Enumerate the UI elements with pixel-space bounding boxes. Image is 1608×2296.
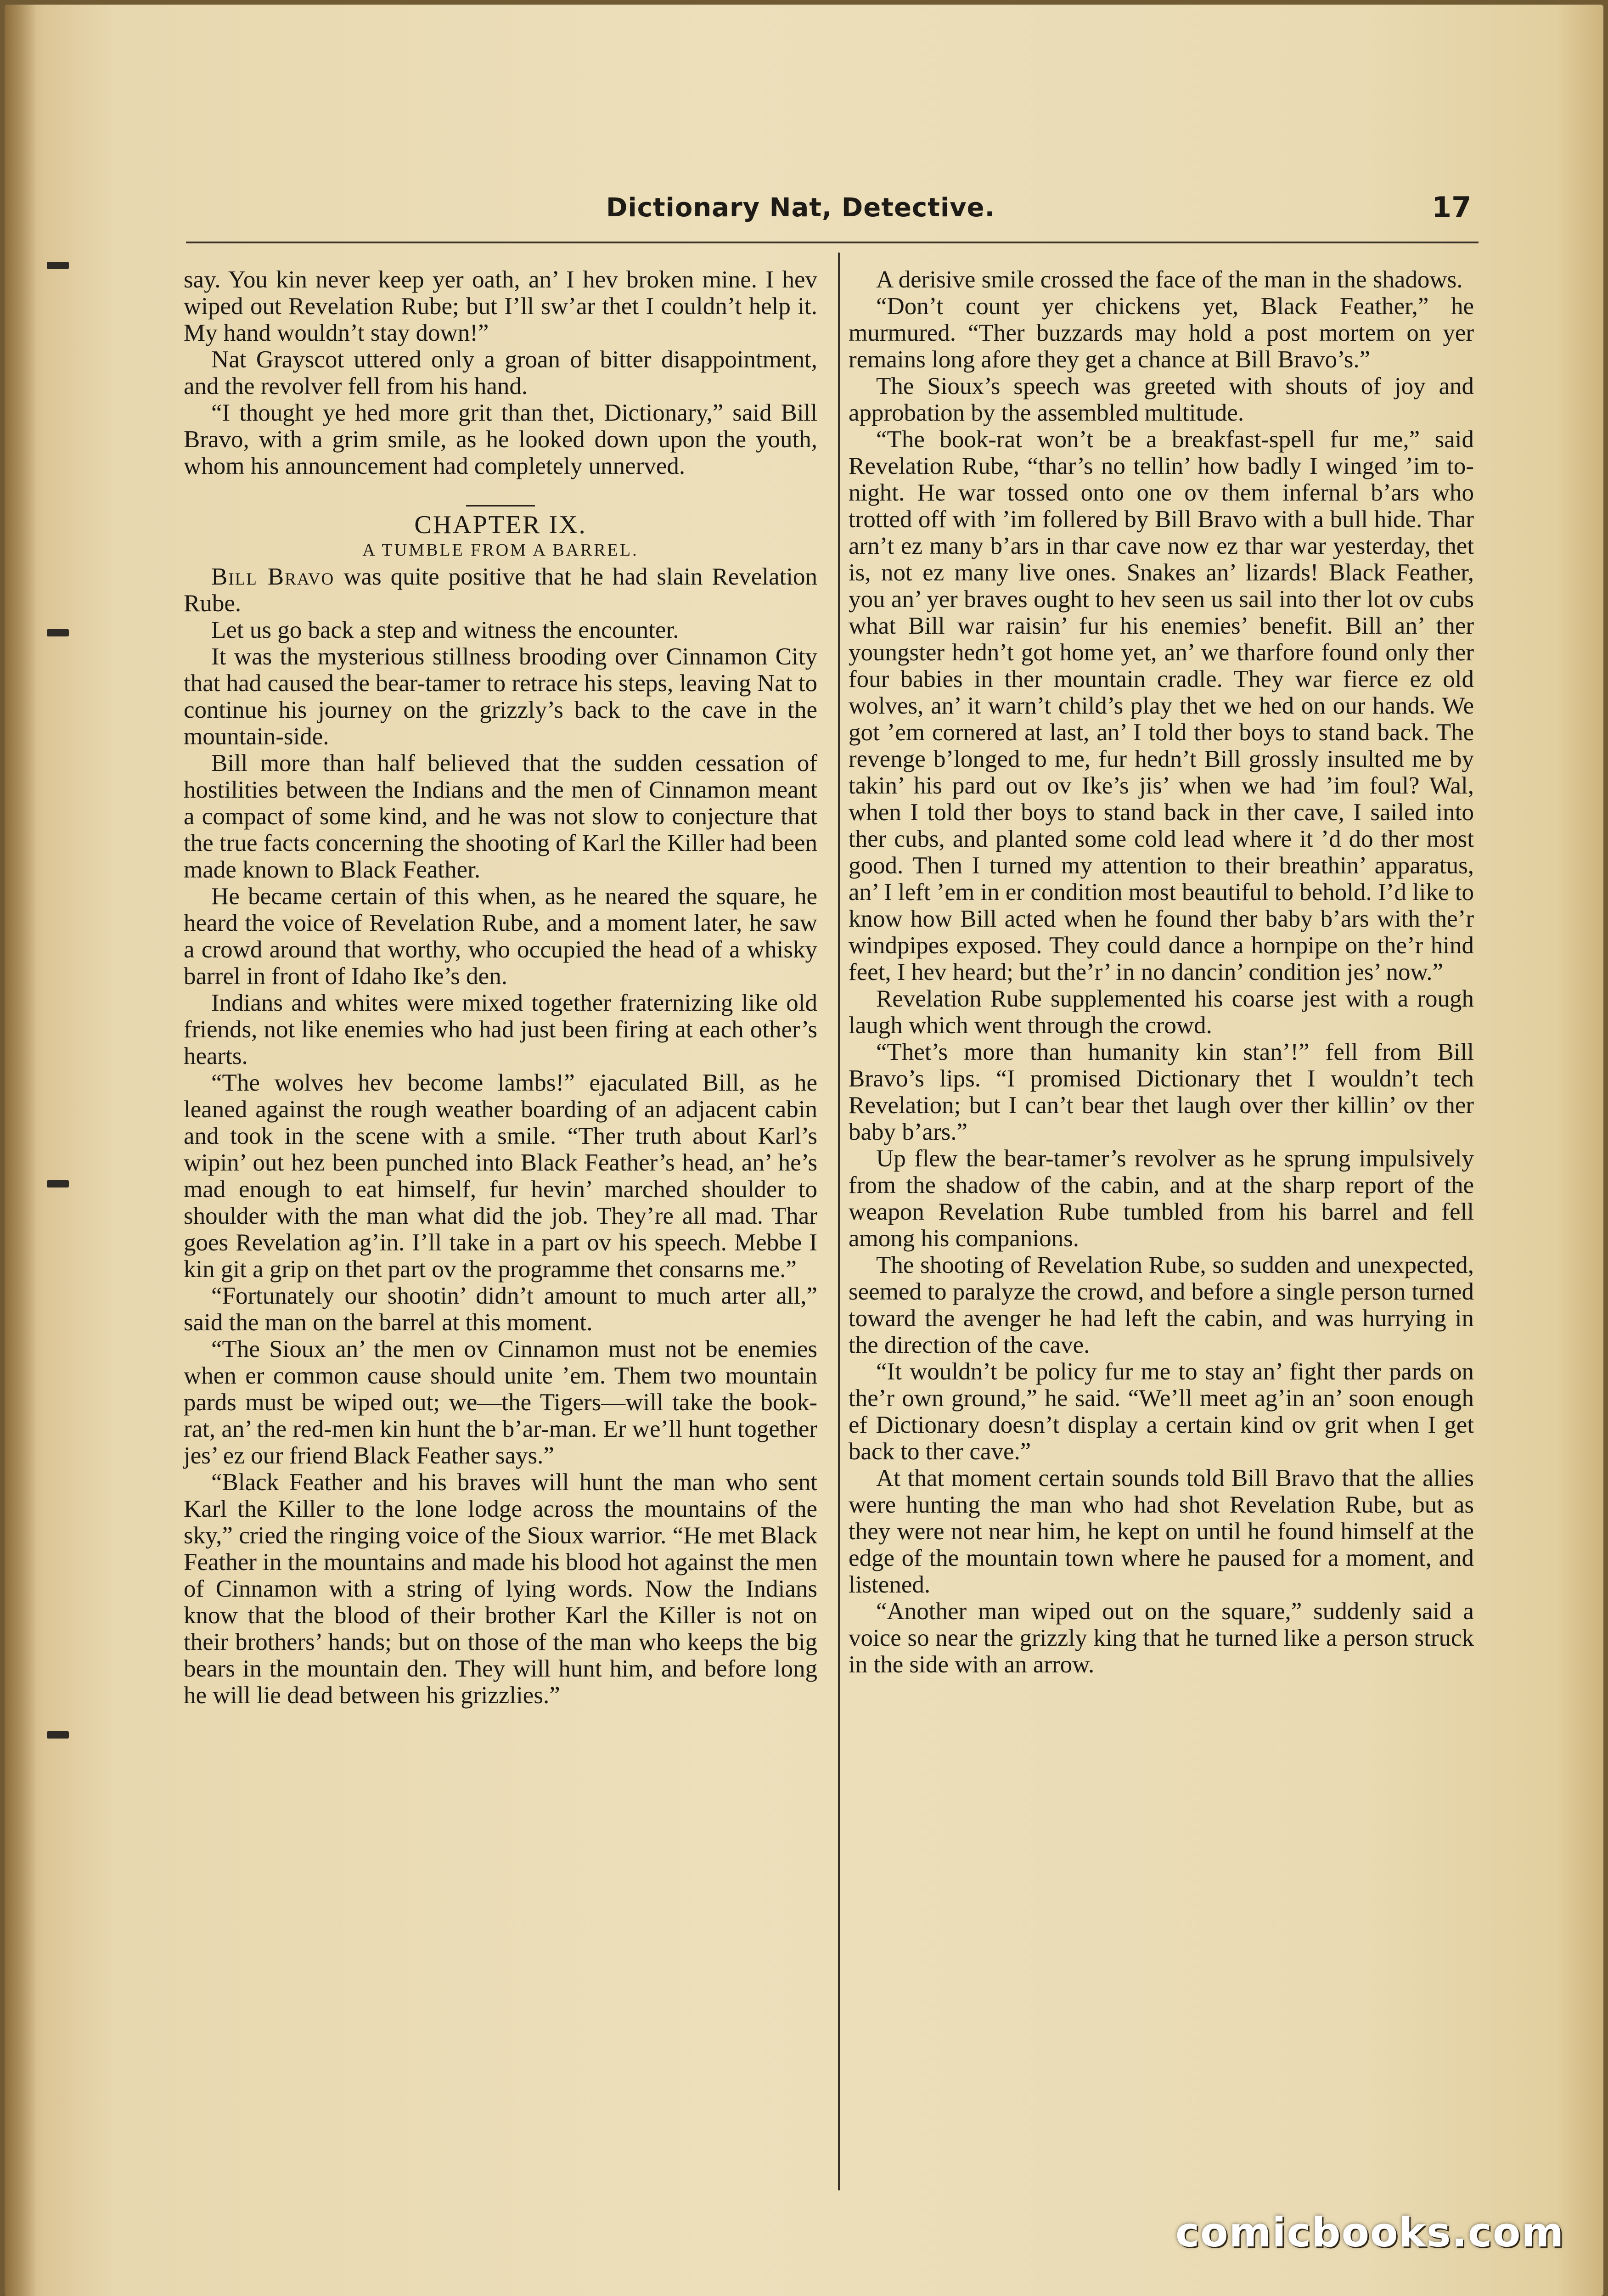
paragraph: Indians and whites were mixed together fraternizing like old friends, not like enemies who had just been firing at each other’s hearts. (184, 990, 817, 1069)
paragraph: “The Sioux an’ the men ov Cinnamon must not be enemies when er common cause should unite ’em. Them two mountain pards must be wiped out; we—the Tigers—will take the book-rat, an’ the red-men kin hunt the b’ar-man. Er we’ll hunt together jes’ ez our friend Black Feather says.” (184, 1336, 817, 1469)
site-watermark: comicbooks.com (1175, 2209, 1565, 2256)
chapter-subtitle: A TUMBLE FROM A BARREL. (362, 540, 639, 560)
column-divider (838, 253, 840, 2190)
paragraph: At that moment certain sounds told Bill Bravo that the allies were hunting the man who had shot Revelation Rube, but as they were not near him, he kept on until he found himself at the edge of the mountain town where he paused for a moment, and listened. (849, 1465, 1474, 1598)
left-column (184, 266, 817, 1709)
paragraph: It was the mysterious stillness brooding over Cinnamon City that had caused the bear-tamer to retrace his steps, leaving Nat to continue his journey on the grizzly’s back to the cave in the mountain-side. (184, 643, 817, 750)
chapter-rule (466, 505, 535, 506)
opening-words: Bill Bravo (211, 563, 335, 590)
paragraph (184, 563, 817, 617)
chapter-title: CHAPTER IX. (414, 511, 587, 539)
chapter-heading (184, 505, 817, 562)
right-column (849, 266, 1474, 1678)
binding-stitch-mark (47, 262, 69, 269)
paragraph: Let us go back a step and witness the encounter. (211, 617, 679, 643)
paragraph: “Fortunately our shootin’ didn’t amount to much arter all,” said the man on the barrel at this moment. (184, 1283, 817, 1336)
paragraph: A derisive smile crossed the face of the man in the shadows. (876, 266, 1463, 293)
paragraph: “Don’t count yer chickens yet, Black Feather,” he murmured. “Ther buzzards may hold a post mortem on yer remains long afore they get a chance at Bill Bravo’s.” (849, 293, 1474, 373)
book-page (5, 5, 1603, 2296)
page-gutter-shadow (5, 5, 37, 2296)
binding-stitch-mark (47, 1731, 69, 1739)
paragraph: “The book-rat won’t be a breakfast-spell fur me,” said Revelation Rube, “thar’s no tellin’ how badly I winged ’im to-night. He war tossed onto one ov them infernal b’ars who trotted off with ’im follered by Bill Bravo with a bull hide. Thar arn’t ez many b’ars in thar cave now ez thar war yesterday, thet is, not ez many live ones. Snakes an’ lizards! Black Feather, you an’ yer braves ought to hev seen us sail into ther lot ov cubs what Bill war raisin’ fur his enemies’ benefit. Bill an’ ther youngster hedn’t got home yet, an’ we tharfore found only ther four babies in ther mountain cradle. They war fierce ez old wolves, an’ it warn’t child’s play thet we hed on our hands. We got ’em cornered at last, an’ I told ther boys to stand back. The revenge b’longed to me, fur hedn’t Bill grossly insulted me by takin’ his pard out ov Ike’s jis’ when we had ’im foul? Wal, when I told ther boys to stand back in ther cave, I sailed into ther cubs, and planted some cold lead where it ’d do ther most good. Then I turned my attention to their breathin’ apparatus, an’ I left ’em in er condition most beautiful to behold. I’d like to know how Bill acted when he found ther baby b’ars with the’r windpipes exposed. They could dance a hornpipe on the’r hind feet, I hev heard; but the’r’ in no dancin’ condition jes’ now.” (849, 426, 1474, 985)
paragraph: Revelation Rube supplemented his coarse jest with a rough laugh which went through the crowd. (849, 985, 1474, 1039)
paragraph: The Sioux’s speech was greeted with shouts of joy and approbation by the assembled multitude. (849, 373, 1474, 426)
paragraph: Bill more than half believed that the sudden cessation of hostilities between the Indians and the men of Cinnamon meant a compact of some kind, and he was not slow to conjecture that the true facts concerning the shooting of Karl the Killer had been made known to Black Feather. (184, 750, 817, 883)
paragraph: say. You kin never keep yer oath, an’ I hev broken mine. I hev wiped out Revelation Rube; but I’ll sw’ar thet I couldn’t help it. My hand wouldn’t stay down!” (184, 266, 817, 346)
paragraph: “The wolves hev become lambs!” ejaculated Bill, as he leaned against the rough weather boarding of an adjacent cabin and took in the scene with a smile. “Ther truth about Karl’s wipin’ out hez been punched into Black Feather’s head, an’ he’s mad enough to eat himself, fur hevin’ marched shoulder to shoulder with the man what did the job. They’re all mad. Thar goes Revelation ag’in. I’ll take in a part ov his speech. Mebbe I kin git a grip on thet part ov the programme thet consarns me.” (184, 1069, 817, 1283)
paragraph: Up flew the bear-tamer’s revolver as he sprung impulsively from the shadow of the cabin, and at the sharp report of the weapon Revelation Rube tumbled from his barrel and fell among his companions. (849, 1145, 1474, 1252)
paragraph-text: was quite positive that he had slain Revelation Rube. (184, 563, 818, 617)
paragraph: “Another man wiped out on the square,” suddenly said a voice so near the grizzly king that he turned like a person struck in the side with an arrow. (849, 1598, 1474, 1678)
paragraph: “It wouldn’t be policy fur me to stay an’ fight ther pards on the’r own ground,” he said. “We’ll meet ag’in an’ soon enough ef Dictionary doesn’t display a certain kind ov grit when I get back to ther cave.” (849, 1358, 1474, 1465)
binding-stitch-mark (47, 629, 69, 636)
page-number: 17 (1432, 191, 1472, 224)
binding-stitch-mark (47, 1180, 69, 1187)
header-rule (186, 242, 1479, 243)
paragraph: The shooting of Revelation Rube, so sudden and unexpected, seemed to paralyze the crowd, and before a single person turned toward the avenger he had left the cabin, and was hurrying in the direction of the cave. (849, 1252, 1474, 1358)
paragraph: “Black Feather and his braves will hunt the man who sent Karl the Killer to the lone lodge across the mountains of the sky,” cried the ringing voice of the Sioux warrior. “He met Black Feather in the mountains and made his blood hot against the men of Cinnamon with a string of lying words. Now the Indians know that the blood of their brother Karl the Killer is not on their brothers’ hands; but on those of the man who keeps the big bears in the mountain den. They will hunt him, and before long he will lie dead between his grizzlies.” (184, 1469, 817, 1709)
paragraph: Nat Grayscot uttered only a groan of bitter disappointment, and the revolver fell from his hand. (184, 346, 817, 400)
paragraph: He became certain of this when, as he neared the square, he heard the voice of Revelation Rube, and a moment later, he saw a crowd around that worthy, who occupied the head of a whisky barrel in front of Idaho Ike’s den. (184, 883, 817, 990)
paragraph: “I thought ye hed more grit than thet, Dictionary,” said Bill Bravo, with a grim smile, as he looked down upon the youth, whom his announcement had completely unnerved. (184, 400, 817, 479)
paragraph: “Thet’s more than humanity kin stan’!” fell from Bill Bravo’s lips. “I promised Dictionary thet I wouldn’t tech Revelation; but I can’t bear thet laugh over ther killin’ ov ther baby b’ars.” (849, 1039, 1474, 1145)
running-head-title: Dictionary Nat, Detective. (606, 193, 995, 223)
